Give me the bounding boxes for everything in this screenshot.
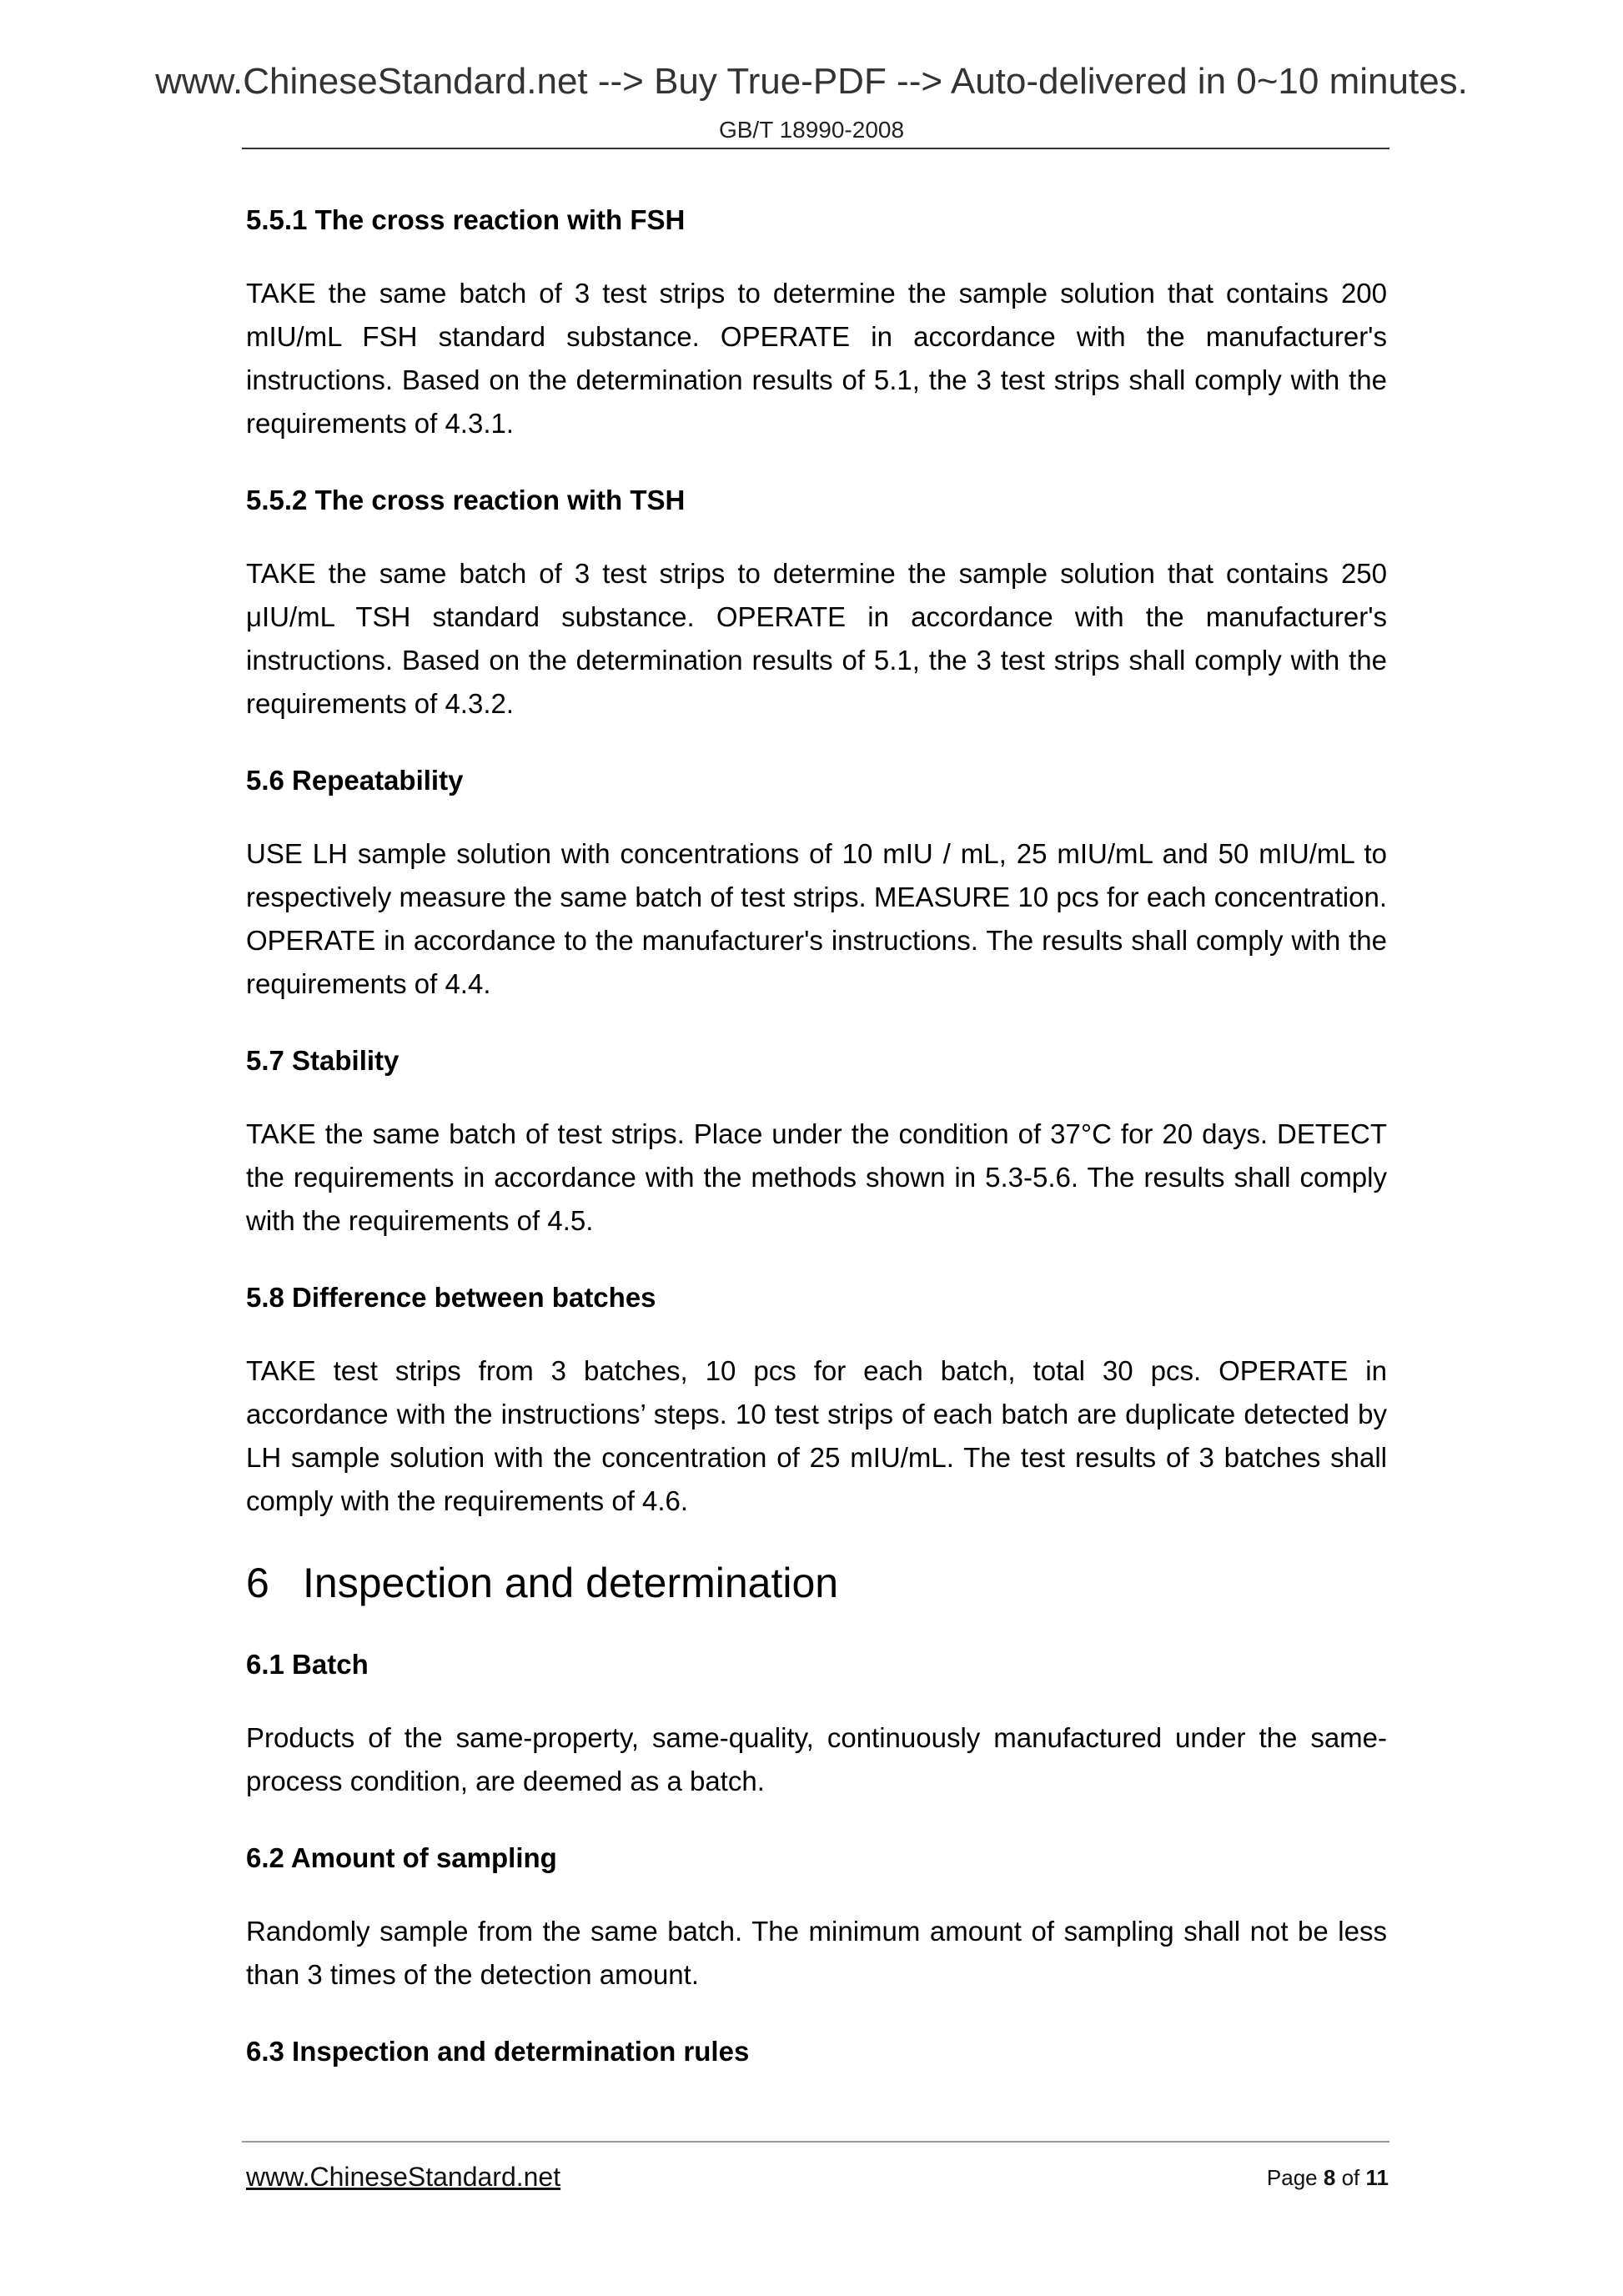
heading-6-3: 6.3 Inspection and determination rules bbox=[246, 2036, 750, 2067]
chapter-title: Inspection and determination bbox=[303, 1560, 839, 1606]
heading-5-6: 5.6 Repeatability bbox=[246, 765, 464, 796]
page-current: 8 bbox=[1323, 2165, 1336, 2190]
paragraph-5-7: TAKE the same batch of test strips. Place under the condition of 37°C for 20 days. DETECT the requirements in accordance with the methods shown in 5.3-5.6. The results shall comply with the requirements of 4.5. bbox=[246, 1118, 1387, 1236]
footer-divider bbox=[242, 2141, 1389, 2143]
heading-5-7: 5.7 Stability bbox=[246, 1045, 399, 1076]
paragraph-5-8: TAKE test strips from 3 batches, 10 pcs for each batch, total 30 pcs. OPERATE in accordance with the instructions’ steps. 10 test strips of each batch are duplicate detected by LH sample solution with the concentration of 25 mIU/mL. The test results of 3 batches shall comply with the requirements of 4.6. bbox=[246, 1355, 1387, 1516]
chapter-6-title bbox=[246, 1556, 1387, 1610]
heading-5-8: 5.8 Difference between batches bbox=[246, 1282, 656, 1313]
heading-5-5-2: 5.5.2 The cross reaction with TSH bbox=[246, 485, 686, 515]
heading-5-5-1: 5.5.1 The cross reaction with FSH bbox=[246, 204, 686, 235]
document-code: GB/T 18990-2008 bbox=[718, 117, 905, 143]
page-of: of bbox=[1341, 2165, 1360, 2190]
heading-6-2: 6.2 Amount of sampling bbox=[246, 1842, 557, 1873]
paragraph-6-1: Products of the same-property, same-quality, continuously manufactured under the same-process condition, are deemed as a batch. bbox=[246, 1722, 1387, 1796]
header-divider bbox=[242, 148, 1389, 149]
page-total: 11 bbox=[1365, 2165, 1389, 2190]
chapter-number: 6 bbox=[246, 1560, 269, 1606]
heading-6-1: 6.1 Batch bbox=[246, 1649, 369, 1680]
top-banner[interactable]: www.ChineseStandard.net --> Buy True-PDF --> Auto-delivered in 0~10 minutes. bbox=[155, 61, 1468, 102]
paragraph-6-2: Randomly sample from the same batch. The minimum amount of sampling shall not be less than 3 times of the detection amount. bbox=[246, 1916, 1387, 1990]
footer-website-link[interactable]: www.ChineseStandard.net bbox=[246, 2162, 561, 2192]
document-body bbox=[246, 198, 1387, 2103]
paragraph-5-5-2: TAKE the same batch of 3 test strips to determine the sample solution that contains 250 μIU/mL TSH standard substance. OPERATE in accordance with the manufacturer's instructions. Based on the determination results of 5.1, the 3 test strips shall comply with the requirements of 4.3.2. bbox=[246, 558, 1387, 719]
paragraph-5-6: USE LH sample solution with concentrations of 10 mIU / mL, 25 mIU/mL and 50 mIU/mL to respectively measure the same batch of test strips. MEASURE 10 pcs for each concentration. OPERATE in accordance to the manufacturer's instructions. The results shall comply with the requirements of 4.4. bbox=[246, 838, 1387, 999]
page-indicator bbox=[1267, 2167, 1389, 2188]
page-prefix: Page bbox=[1266, 2165, 1318, 2190]
paragraph-5-5-1: TAKE the same batch of 3 test strips to determine the sample solution that contains 200 mIU/mL FSH standard substance. OPERATE in accordance with the manufacturer's instructions. Based on the determination results of 5.1, the 3 test strips shall comply with the requirements of 4.3.1. bbox=[246, 278, 1387, 439]
